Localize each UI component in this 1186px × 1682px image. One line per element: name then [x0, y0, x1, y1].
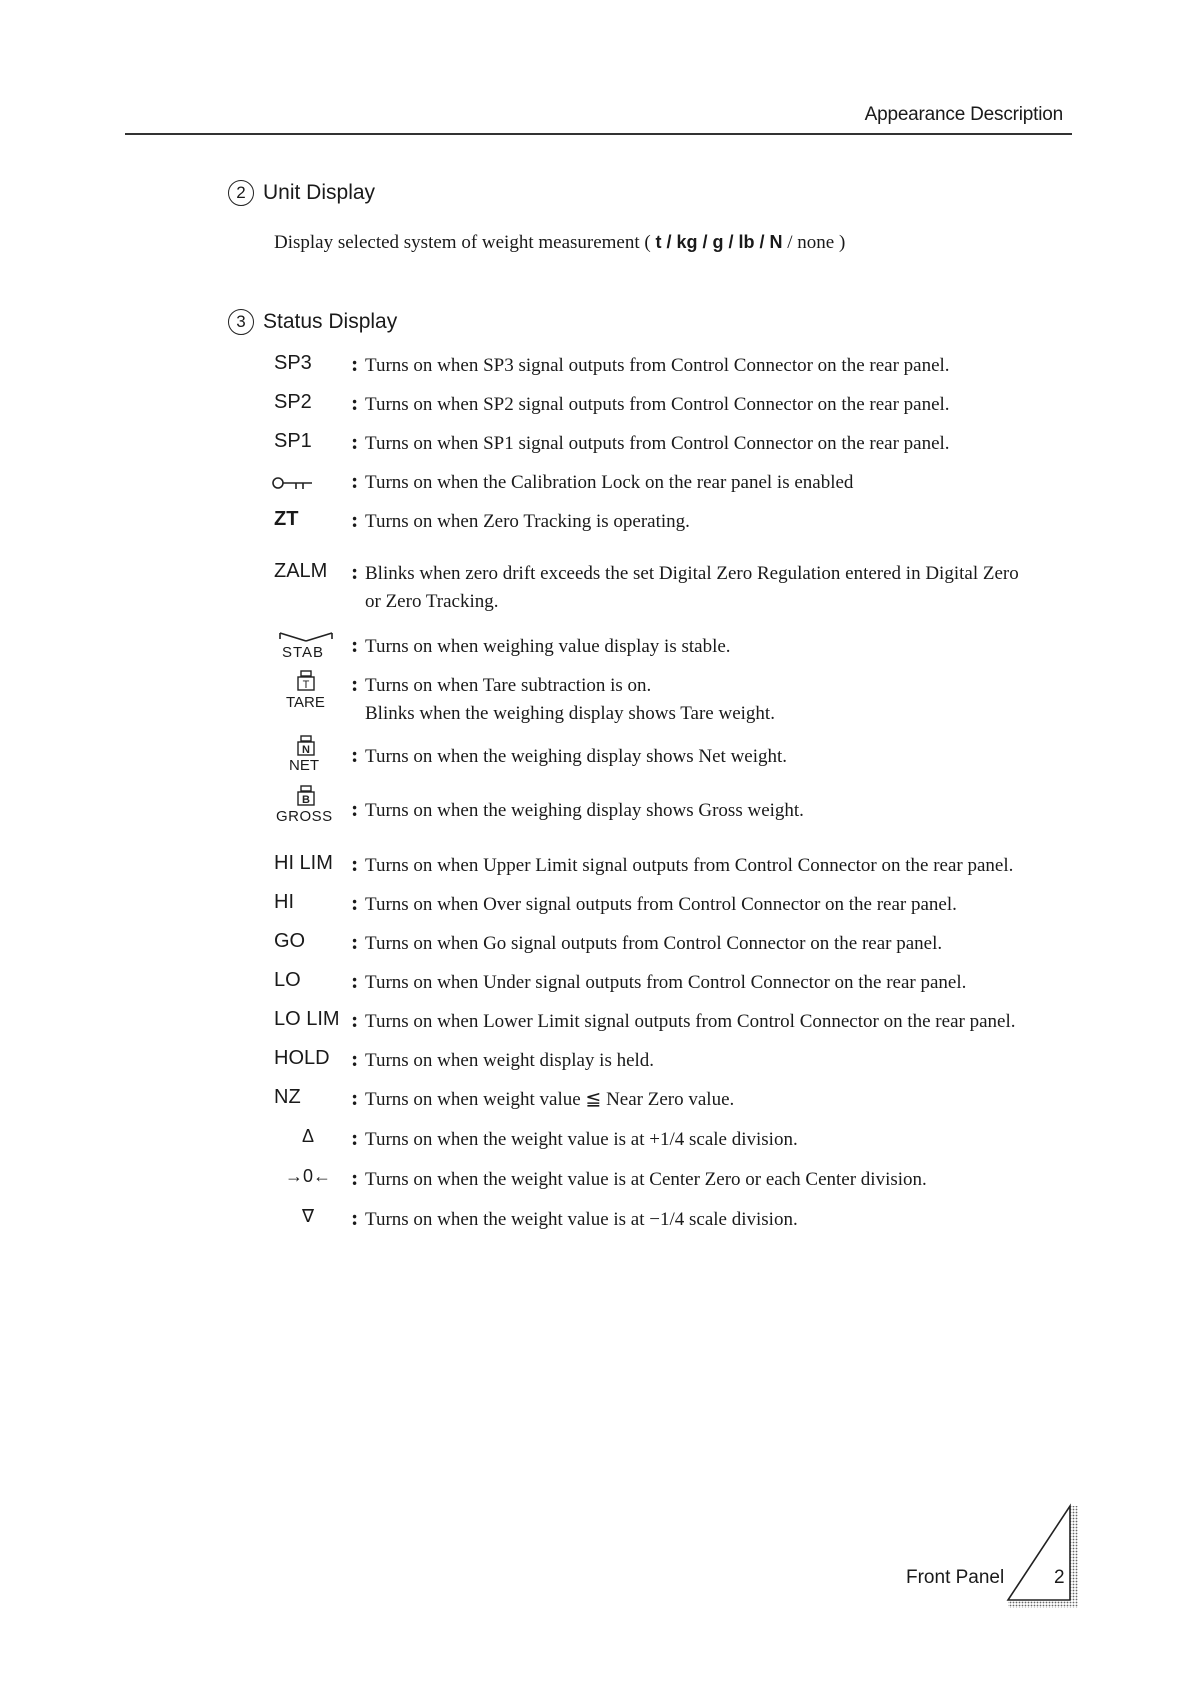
status-description: Turns on when weight display is held.	[365, 1050, 655, 1071]
status-symbol: STAB	[282, 644, 325, 661]
status-description: Turns on when the weighing display shows Gross weight.	[365, 800, 804, 821]
status-symbol: HI LIM	[274, 852, 333, 874]
status-description: Turns on when the weight value is at +1/4 scale division.	[365, 1129, 798, 1150]
status-symbol: GO	[274, 930, 306, 952]
header-divider	[125, 133, 1072, 135]
center-zero-icon: →0←	[284, 1166, 331, 1186]
key-icon	[272, 477, 316, 491]
unit-list: t / kg / g / lb / N	[655, 232, 783, 252]
status-symbol: SP3	[274, 352, 312, 374]
status-symbol: GROSS	[276, 808, 333, 825]
status-description: Turns on when weight value ≦ Near Zero value.	[365, 1089, 735, 1110]
unit-display-heading	[228, 180, 375, 206]
status-symbol: NET	[289, 757, 319, 774]
status-description: Turns on when the weighing display shows Net weight.	[365, 746, 788, 767]
section-number-badge: 2	[228, 180, 254, 206]
status-description: Turns on when Upper Limit signal outputs from Control Connector on the rear panel.	[365, 855, 1014, 876]
svg-text:T: T	[302, 679, 310, 691]
status-description: Turns on when Lower Limit signal outputs from Control Connector on the rear panel.	[365, 1011, 1016, 1032]
status-description: Turns on when Go signal outputs from Control Connector on the rear panel.	[365, 933, 943, 954]
stable-indicator-icon	[278, 631, 334, 643]
status-display-heading	[228, 309, 397, 335]
status-symbol: NZ	[274, 1086, 301, 1108]
status-symbol: HOLD	[274, 1047, 330, 1069]
status-description: Blinks when zero drift exceeds the set Digital Zero Regulation entered in Digital Zero or Zero Tracking.	[365, 563, 1019, 612]
page-corner-triangle-icon	[1000, 1502, 1084, 1612]
status-description: Turns on when Over signal outputs from Control Connector on the rear panel.	[365, 894, 957, 915]
status-description: Turns on when Zero Tracking is operating.	[365, 511, 690, 532]
status-description: Turns on when the weight value is at −1/4 scale division.	[365, 1209, 798, 1230]
footer-section-label: Front Panel	[906, 1567, 1005, 1588]
status-symbol: LO LIM	[274, 1008, 340, 1030]
tare-icon	[296, 670, 316, 692]
status-symbol: LO	[274, 969, 301, 991]
status-description: Turns on when Tare subtraction is on. Blinks when the weighing display shows Tare weight.	[365, 675, 775, 724]
svg-text:B: B	[302, 794, 310, 806]
status-description: Turns on when the weight value is at Center Zero or each Center division.	[365, 1169, 927, 1190]
status-symbol: TARE	[286, 694, 325, 711]
status-symbol: ZALM	[274, 560, 328, 582]
status-symbol: SP1	[274, 430, 312, 452]
gross-icon	[296, 785, 316, 807]
net-icon	[296, 735, 316, 757]
delta-down-icon: ∇	[301, 1206, 315, 1226]
status-description: Turns on when weighing value display is stable.	[365, 636, 731, 657]
status-description: Turns on when SP3 signal outputs from Control Connector on the rear panel.	[365, 355, 950, 376]
section-title: Status Display	[263, 310, 398, 333]
status-description: Turns on when SP2 signal outputs from Control Connector on the rear panel.	[365, 394, 950, 415]
status-symbol: SP2	[274, 391, 312, 413]
status-description: Turns on when SP1 signal outputs from Control Connector on the rear panel.	[365, 433, 950, 454]
status-description: Turns on when the Calibration Lock on the rear panel is enabled	[365, 472, 854, 493]
section-number-badge: 3	[228, 309, 254, 335]
section-title: Unit Display	[263, 181, 376, 204]
unit-display-description: Display selected system of weight measurement ( t / kg / g / lb / N / none )	[274, 232, 846, 253]
status-description: Turns on when Under signal outputs from Control Connector on the rear panel.	[365, 972, 967, 993]
page-number: 2	[1054, 1567, 1065, 1588]
delta-up-icon: Δ	[301, 1126, 315, 1146]
page-header-title: Appearance Description	[864, 104, 1063, 125]
status-symbol: HI	[274, 891, 294, 913]
svg-text:N: N	[302, 744, 310, 756]
status-symbol: ZT	[274, 508, 299, 530]
